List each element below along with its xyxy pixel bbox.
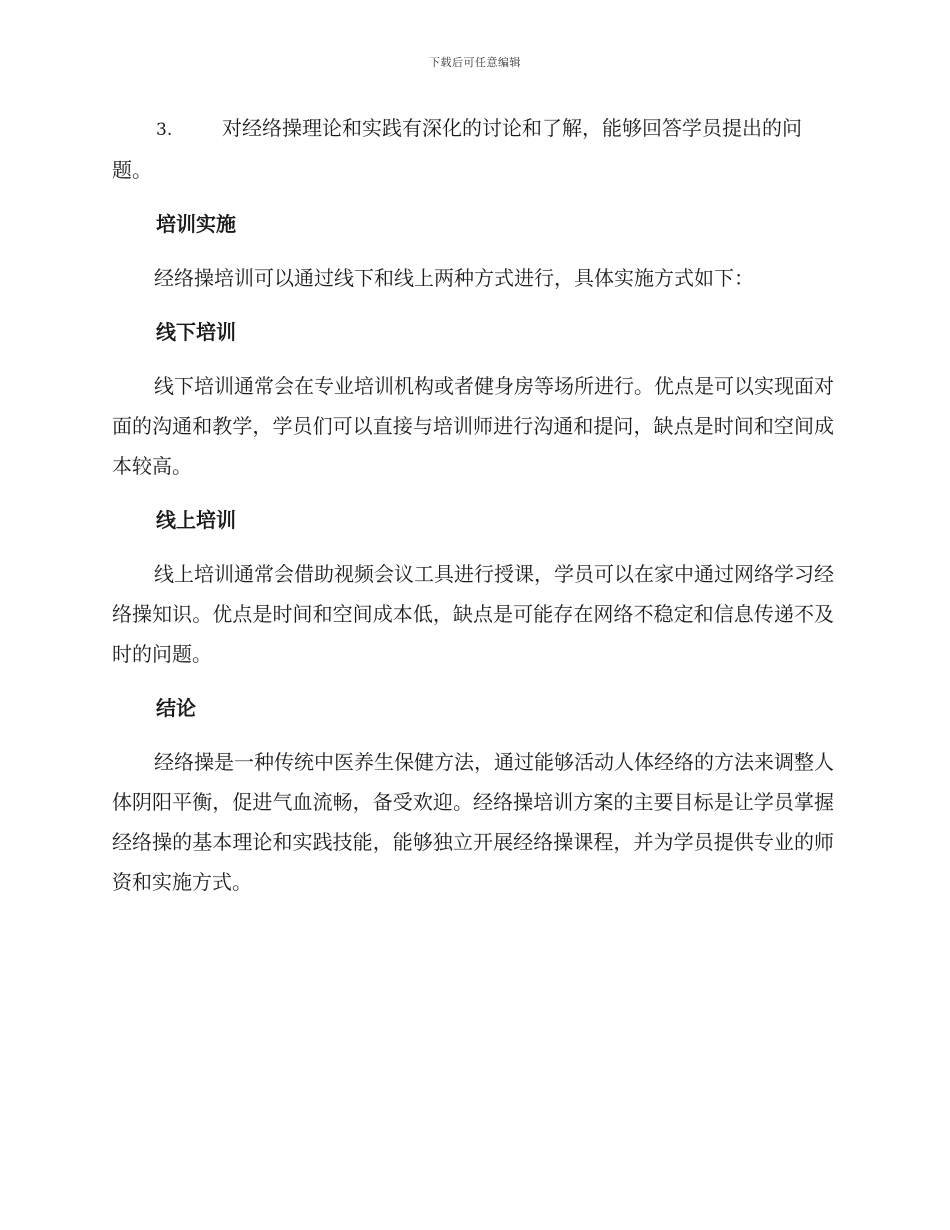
document-body [112, 108, 834, 916]
page-header-note: 下载后可任意编辑 [429, 56, 521, 69]
paragraph-offline: 线下培训通常会在专业培训机构或者健身房等场所进行。优点是可以实现面对面的沟通和教学，学员们可以直接与培训师进行沟通和提问，缺点是时间和空间成本较高。 [112, 374, 834, 478]
list-item-3 [112, 108, 834, 190]
paragraph-conclusion: 经络操是一种传统中医养生保健方法，通过能够活动人体经络的方法来调整人体阴阳平衡，促进气血流畅，备受欢迎。经络操培训方案的主要目标是让学员掌握经络操的基本理论和实践技能，能够独立开展经络操课程，并为学员提供专业的师资和实施方式。 [112, 750, 834, 894]
list-item-text: 对经络操理论和实践有深化的讨论和了解，能够回答学员提出的问题。 [112, 116, 802, 182]
heading-conclusion: 结论 [156, 696, 196, 720]
heading-implementation: 培训实施 [156, 212, 236, 236]
paragraph-online: 线上培训通常会借助视频会议工具进行授课，学员可以在家中通过网络学习经络操知识。优点是时间和空间成本低，缺点是可能存在网络不稳定和信息传递不及时的问题。 [112, 562, 834, 666]
heading-online: 线上培训 [156, 508, 236, 532]
paragraph-implementation: 经络操培训可以通过线下和线上两种方式进行，具体实施方式如下： [154, 266, 754, 290]
list-item-number: 3. [156, 120, 173, 140]
heading-offline: 线下培训 [156, 320, 236, 344]
